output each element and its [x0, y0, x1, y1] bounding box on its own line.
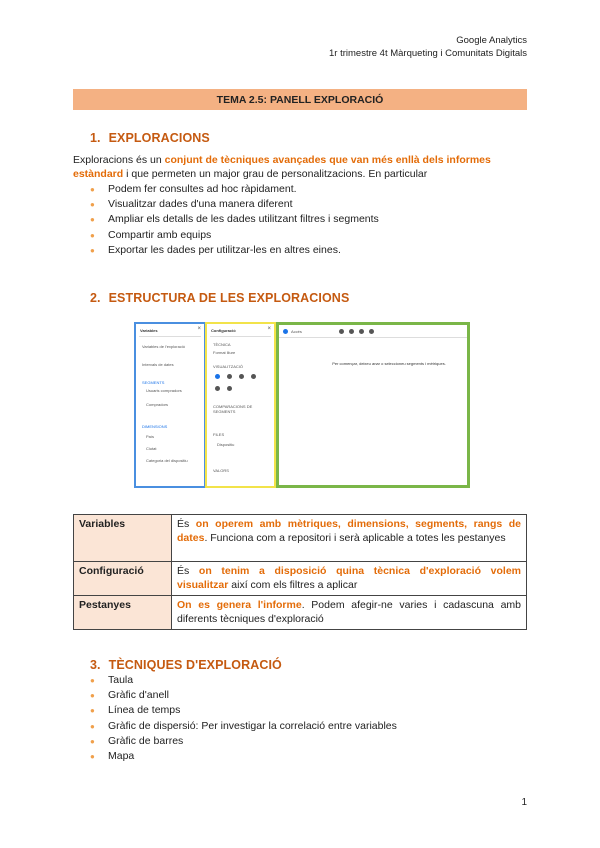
section-3-heading	[90, 658, 282, 672]
close-icon: ×	[197, 326, 201, 332]
topic-title-bar	[73, 89, 527, 110]
list-item: ● Mapa	[90, 749, 397, 764]
var-item: Categoria del dispositiu	[146, 458, 188, 463]
table-cell-label: Configuració	[74, 562, 172, 596]
table-cell-label: Variables	[74, 515, 172, 562]
table-cell-text: És on tenim a disposició quina tècnica d'exploració volem visualitzar així com els filtres a aplicar	[172, 562, 527, 596]
section-1-title: EXPLORACIONS	[108, 131, 210, 145]
topic-title: TEMA 2.5: PANELL EXPLORACIÓ	[216, 93, 384, 106]
var-item: Variables de l'exploració	[142, 344, 185, 349]
table-row	[74, 596, 527, 630]
para-highlight: conjunt de tècniques avançades que van més enllà dels informes estàndard	[73, 154, 491, 180]
conf-item: FILES	[213, 432, 225, 437]
section-1-paragraph	[73, 153, 531, 181]
list-item: ● Ampliar els detalls de les dades utilitzant filtres i segments	[90, 212, 379, 227]
conf-item: Dispositiu	[217, 442, 235, 447]
page-number: 1	[521, 797, 527, 808]
conf-item: TÈCNICA	[213, 342, 231, 347]
list-item: ● Gràfic d'anell	[90, 688, 397, 703]
table-row	[74, 562, 527, 596]
list-item: ● Podem fer consultes ad hoc ràpidament.	[90, 182, 379, 197]
table-row	[74, 515, 527, 562]
page-header	[329, 34, 527, 60]
list-item: ● Taula	[90, 673, 397, 688]
var-item: Intervals de dates	[142, 362, 174, 367]
section-2-number: 2.	[90, 291, 101, 305]
variables-panel-title: Variables	[140, 328, 158, 333]
tab-canvas-panel	[276, 322, 470, 488]
var-item: Usuaris compradors	[146, 388, 182, 393]
var-item: SEGMENTS	[142, 380, 165, 385]
para-text-a: Exploracions és un	[73, 154, 165, 166]
conf-item: COMPARACIONS DE SEGMENTS	[213, 404, 253, 414]
tab-empty-text: Per començar, deixeu anar o seleccioneu segments i mètriques.	[332, 361, 446, 366]
tab-title: Accés	[291, 329, 302, 334]
list-item: ● Gràfic de barres	[90, 734, 397, 749]
header-line-2: 1r trimestre 4t Màrqueting i Comunitats Digitals	[329, 48, 527, 59]
section-3-list	[90, 673, 397, 764]
configuration-panel-title: Configuració	[211, 328, 236, 333]
conf-item: VISUALITZACIÓ	[213, 364, 244, 369]
section-2-title: ESTRUCTURA DE LES EXPLORACIONS	[108, 291, 350, 305]
section-1-heading	[90, 131, 210, 145]
close-icon: ×	[267, 326, 271, 332]
var-item: Compradors	[146, 402, 169, 407]
list-item: ● Visualitzar dades d'una manera diferent	[90, 197, 379, 212]
section-3-number: 3.	[90, 658, 101, 672]
section-2-heading	[90, 291, 349, 305]
section-1-list	[90, 182, 379, 258]
conf-item: VALORS	[213, 468, 229, 473]
var-item: País	[146, 434, 155, 439]
header-line-1: Google Analytics	[456, 35, 527, 46]
section-1-number: 1.	[90, 131, 101, 145]
table-cell-text: On es genera l'informe. Podem afegir-ne varies i cadascuna amb diferents tècniques d'exploració	[172, 596, 527, 630]
var-item: Ciutat	[146, 446, 157, 451]
explorations-screenshot	[134, 322, 467, 488]
variables-panel	[134, 322, 206, 488]
conf-item: Format lliure	[213, 350, 236, 355]
table-cell-label: Pestanyes	[74, 596, 172, 630]
table-cell-text: És on operem amb mètriques, dimensions, segments, rangs de dates. Funciona com a repositori i serà aplicable a totes les pestanyes	[172, 515, 527, 562]
var-item: DIMENSIONS	[142, 424, 168, 429]
section-3-title: TÈCNIQUES D'EXPLORACIÓ	[108, 658, 282, 672]
list-item: ● Gràfic de dispersió: Per investigar la correlació entre variables	[90, 719, 397, 734]
list-item: ● Línea de temps	[90, 703, 397, 718]
structure-table	[73, 514, 527, 630]
list-item: ● Compartir amb equips	[90, 228, 379, 243]
para-text-b: i que permeten un major grau de personalitzacions. En particular	[123, 168, 428, 180]
list-item: ● Exportar les dades per utilitzar-les en altres eines.	[90, 243, 379, 258]
configuration-panel	[205, 322, 276, 488]
